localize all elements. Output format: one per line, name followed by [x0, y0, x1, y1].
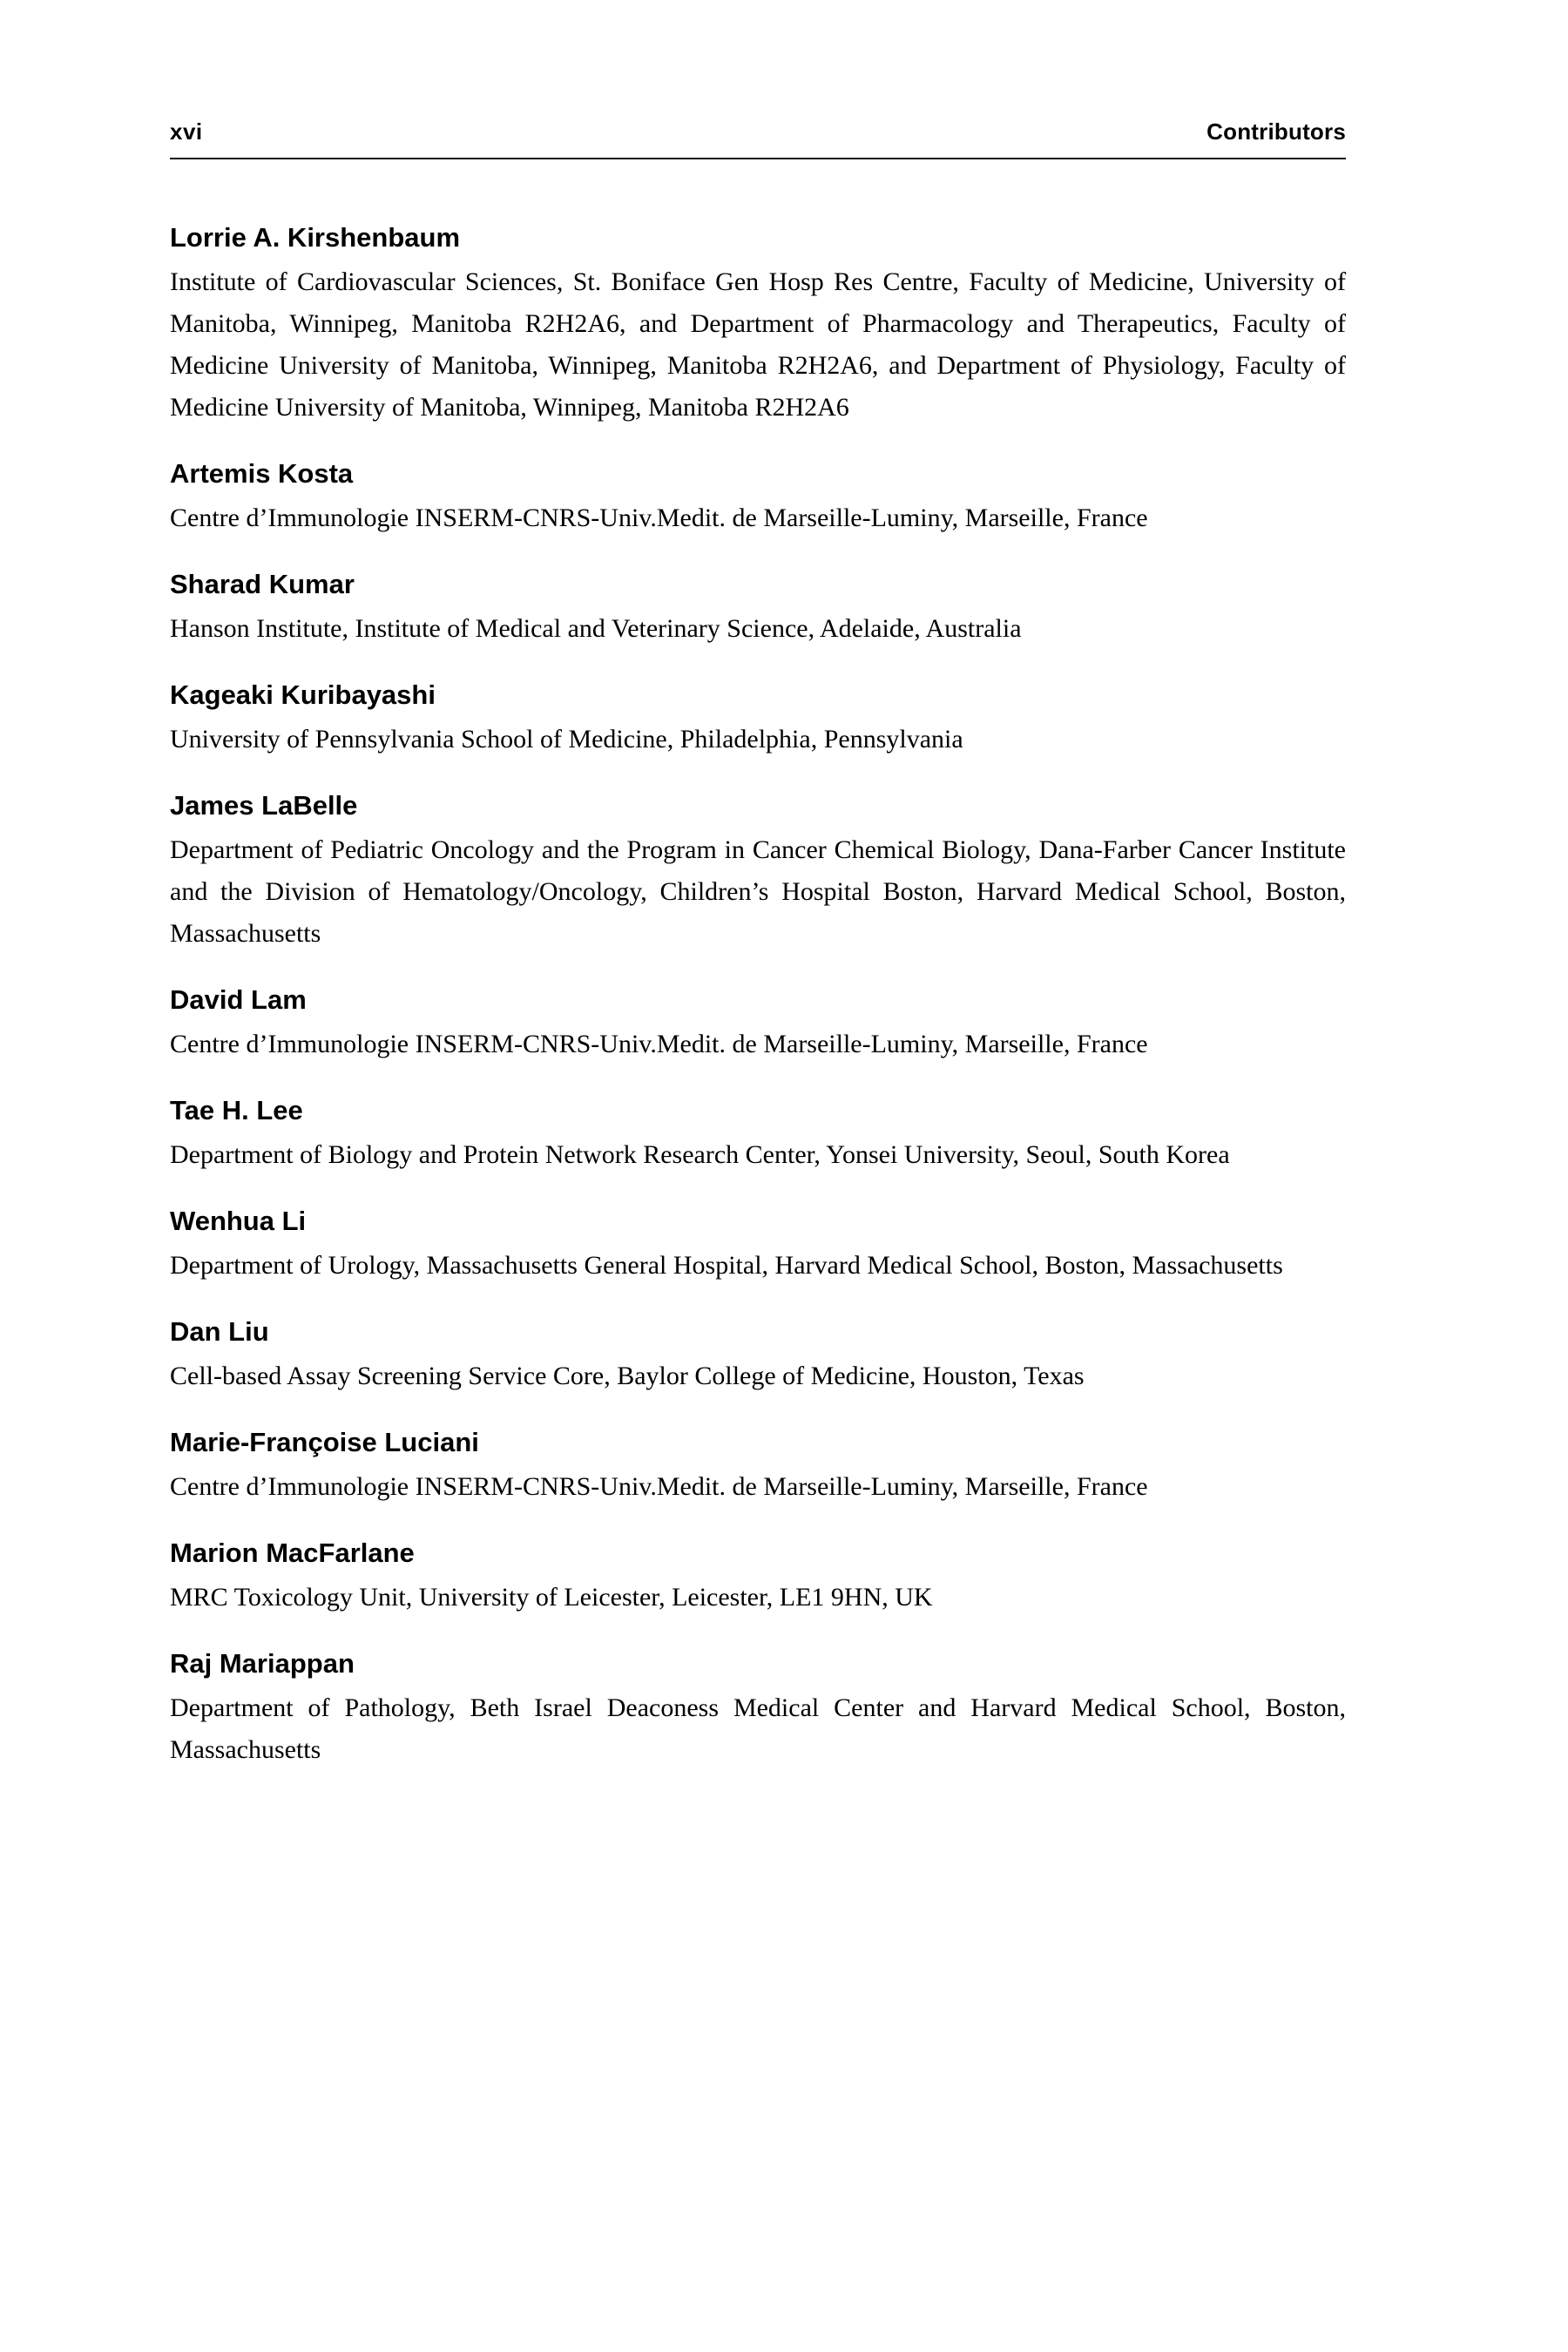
page-number: xvi — [170, 118, 203, 145]
page-header — [170, 118, 1346, 159]
contributor-name: Tae H. Lee — [170, 1095, 303, 1125]
contributor-entry — [170, 567, 1346, 650]
contributor-affiliation: Hanson Institute, Institute of Medical and Veterinary Science, Adelaide, Australia — [170, 614, 1022, 643]
contributor-entry — [170, 788, 1346, 955]
contributor-name: Artemis Kosta — [170, 458, 354, 489]
contributor-name: Dan Liu — [170, 1316, 269, 1347]
contributor-entry — [170, 1425, 1346, 1508]
contributor-entry — [170, 220, 1346, 429]
contributor-name: David Lam — [170, 984, 307, 1015]
contributor-affiliation: Department of Pathology, Beth Israel Deaconess Medical Center and Harvard Medical School, Boston, Massachusetts — [170, 1693, 1346, 1764]
contributor-name: Lorrie A. Kirshenbaum — [170, 222, 461, 253]
contributor-affiliation: University of Pennsylvania School of Medicine, Philadelphia, Pennsylvania — [170, 725, 963, 754]
contributor-name: Wenhua Li — [170, 1206, 307, 1236]
contributor-entry — [170, 678, 1346, 760]
contributor-entry — [170, 1536, 1346, 1619]
contributor-name: Sharad Kumar — [170, 569, 355, 599]
running-head-title: Contributors — [1206, 118, 1346, 145]
contributor-affiliation: Department of Biology and Protein Network Research Center, Yonsei University, Seoul, South Korea — [170, 1140, 1230, 1169]
contributor-affiliation: Centre d’Immunologie INSERM-CNRS-Univ.Medit. de Marseille-Luminy, Marseille, France — [170, 1472, 1148, 1501]
contributor-name: Marie-Françoise Luciani — [170, 1427, 479, 1457]
contributor-affiliation: Institute of Cardiovascular Sciences, St. Boniface Gen Hosp Res Centre, Faculty of Medicine, University of Manitoba, Winnipeg, Manitoba R2H2A6, and Department of Pharmacology and Therapeutics, Faculty of Medicine University of Manitoba, Winnipeg, Manitoba R2H2A6, and Department of Physiology, Faculty of Medicine University of Manitoba, Winnipeg, Manitoba R2H2A6 — [170, 267, 1346, 422]
contributor-entry — [170, 1204, 1346, 1287]
contributor-affiliation: Centre d’Immunologie INSERM-CNRS-Univ.Medit. de Marseille-Luminy, Marseille, France — [170, 504, 1148, 532]
contributor-entry — [170, 456, 1346, 539]
contributor-affiliation: Department of Pediatric Oncology and the Program in Cancer Chemical Biology, Dana-Farber Cancer Institute and the Division of Hematology/Oncology, Children’s Hospital Boston, Harvard Medical School, Boston, Massachusetts — [170, 835, 1346, 948]
contributor-entry — [170, 983, 1346, 1065]
contributor-name: Raj Mariappan — [170, 1648, 355, 1679]
contributor-affiliation: Centre d’Immunologie INSERM-CNRS-Univ.Medit. de Marseille-Luminy, Marseille, France — [170, 1030, 1148, 1058]
contributor-affiliation: Cell-based Assay Screening Service Core, Baylor College of Medicine, Houston, Texas — [170, 1362, 1085, 1390]
contributor-entry — [170, 1315, 1346, 1397]
contributor-entry — [170, 1093, 1346, 1176]
contributor-name: Kageaki Kuribayashi — [170, 679, 436, 710]
contributor-affiliation: Department of Urology, Massachusetts General Hospital, Harvard Medical School, Boston, Massachusetts — [170, 1251, 1283, 1280]
contributor-name: James LaBelle — [170, 790, 358, 821]
contributors-list — [170, 220, 1346, 1771]
contributor-affiliation: MRC Toxicology Unit, University of Leicester, Leicester, LE1 9HN, UK — [170, 1583, 933, 1612]
contributor-entry — [170, 1646, 1346, 1771]
contributor-name: Marion MacFarlane — [170, 1538, 415, 1568]
